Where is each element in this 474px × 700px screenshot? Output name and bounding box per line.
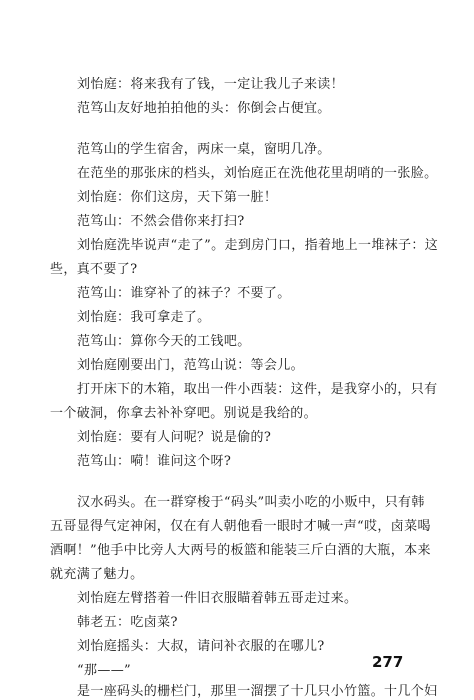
text-line: 在范坐的那张床的档头，刘怡庭正在洗他花里胡哨的一张脸。 bbox=[77, 166, 438, 181]
text-line: 五哥显得气定神闲，仅在有人朝他看一眼时才喊一声“哎，卤菜喝 bbox=[50, 519, 431, 534]
text-line: 是一座码头的栅栏门，那里一溜摆了十几只小竹篮。十几个妇 bbox=[77, 684, 438, 699]
text-line: 刘怡庭：将来我有了钱，一定让我儿子来读！ bbox=[77, 77, 345, 92]
text-line: 范笃山：不然会借你来打扫? bbox=[77, 214, 245, 229]
page-number: 277 bbox=[372, 653, 404, 671]
text-line: 范笃山：算你今天的工钱吧。 bbox=[77, 334, 251, 349]
text-line: 打开床下的木箱，取出一件小西装：这件，是我穿小的，只有 bbox=[77, 382, 438, 397]
text-line: 范笃山：谁穿补了的袜子？不要了。 bbox=[77, 286, 291, 301]
text-line: 刘怡庭：要有人问呢？说是偷的? bbox=[77, 430, 272, 445]
text-line: 范笃山：嗬！谁问这个呀? bbox=[77, 454, 232, 469]
text-line: 就充满了魅力。 bbox=[50, 567, 144, 582]
text-line: 一个破洞，你拿去补补穿吧。别说是我给的。 bbox=[50, 406, 318, 421]
text-line: 酒啊！”他手中比旁人大两号的板篮和能装三斤白酒的大瓶，本来 bbox=[50, 543, 431, 558]
text-line: 刘怡庭刚要出门，范笃山说：等会儿。 bbox=[77, 358, 304, 373]
text-line: 范笃山友好地拍拍他的头：你倒会占便宜。 bbox=[77, 101, 331, 116]
text-line: 刘怡庭洗毕说声“走了”。走到房门口，指着地上一堆袜子：这 bbox=[77, 238, 439, 253]
text-line: 范笃山的学生宿舍，两床一桌，窗明几净。 bbox=[77, 142, 331, 157]
text-line: “那——” bbox=[77, 663, 132, 678]
text-line: 刘怡庭：你们这房，天下第一脏！ bbox=[77, 190, 278, 205]
text-line: 刘怡庭左臂搭着一件旧衣服瞄着韩五哥走过来。 bbox=[77, 591, 358, 606]
text-line: 韩老五：吃卤菜? bbox=[77, 615, 178, 630]
text-line: 些，真不要了? bbox=[50, 262, 138, 277]
text-line: 汉水码头。在一群穿梭于“码头”叫卖小吃的小贩中，只有韩 bbox=[77, 495, 425, 510]
text-line: 刘怡庭：我可拿走了。 bbox=[77, 310, 211, 325]
text-line: 刘怡庭摇头：大叔，请问补衣服的在哪儿? bbox=[77, 639, 325, 654]
